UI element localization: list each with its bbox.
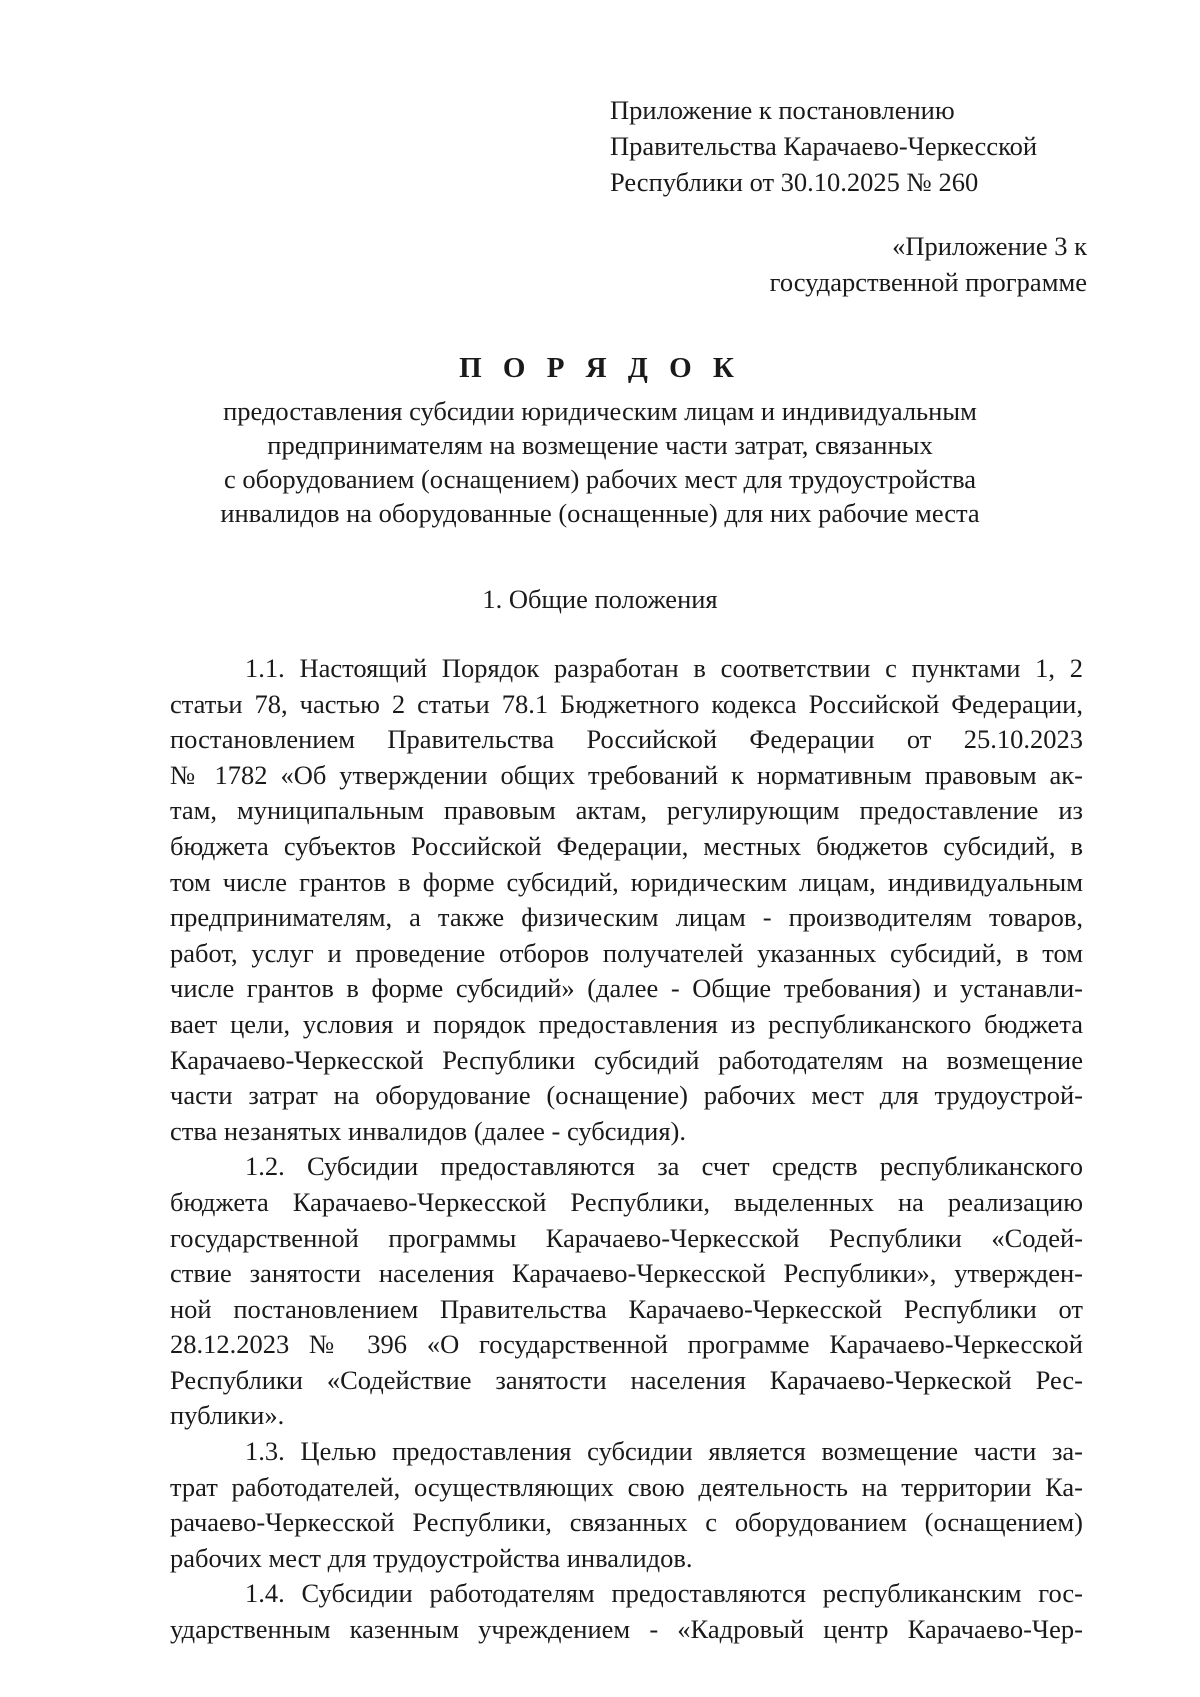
body-line: части затрат на оборудование (оснащение) рабочих мест для трудоустрой-	[170, 1080, 1083, 1111]
body-line: вает цели, условия и порядок предоставления из республиканского бюджета	[170, 1008, 1083, 1039]
body-line: рачаево-Черкесской Республики, связанных с оборудованием (оснащением)	[170, 1507, 1083, 1538]
document-title: П О Р Я Д О К	[459, 352, 741, 384]
subtitle-line: с оборудованием (оснащением) рабочих мест для трудоустройства	[223, 464, 977, 494]
body-line: бюджета Карачаево-Черкесской Республики, выделенных на реализацию	[170, 1186, 1083, 1217]
section-heading: 1. Общие положения	[482, 584, 718, 614]
annex-header	[770, 228, 1087, 300]
body-line: ства незанятых инвалидов (далее - субсидия).	[170, 1115, 686, 1146]
body-line: № 1782 «Об утверждении общих требований к нормативным правовым ак-	[170, 759, 1083, 790]
body-line: работ, услуг и проведение отборов получателей указанных субсидий, в том	[170, 937, 1083, 968]
annex-header-line: «Приложение 3 к	[892, 231, 1087, 261]
body-line: ствие занятости населения Карачаево-Черкесской Республики», утвержден-	[170, 1258, 1083, 1289]
subtitle-line: предоставления субсидии юридическим лицам и индивидуальным	[223, 396, 977, 426]
body-line: постановлением Правительства Российской Федерации от 25.10.2023	[170, 724, 1083, 755]
body-line: Карачаево-Черкесской Республики субсидий работодателям на возмещение	[170, 1044, 1083, 1075]
body-line: 28.12.2023 № 396 «О государственной программе Карачаево-Черкесской	[170, 1329, 1083, 1360]
subtitle-line: инвалидов на оборудованные (оснащенные) для них рабочие места	[220, 498, 980, 528]
annex-header-line: государственной программе	[769, 267, 1087, 297]
body-line: том числе грантов в форме субсидий, юридическим лицам, индивидуальным	[170, 866, 1083, 897]
body-line: ной постановлением Правительства Карачаево-Черкесской Республики от	[170, 1293, 1083, 1324]
body-line: 1.3. Целью предоставления субсидии является возмещение части за-	[245, 1436, 1083, 1467]
attachment-header-line: Приложение к постановлению	[610, 95, 955, 125]
body-text	[170, 651, 1083, 1648]
body-line: бюджета субъектов Российской Федерации, местных бюджетов субсидий, в	[170, 830, 1083, 861]
body-line: 1.4. Субсидии работодателям предоставляются республиканским гос-	[245, 1578, 1083, 1609]
body-line: рабочих мест для трудоустройства инвалидов.	[170, 1542, 693, 1573]
document-subtitle	[0, 394, 1200, 530]
body-line: статьи 78, частью 2 статьи 78.1 Бюджетного кодекса Российской Федерации,	[170, 688, 1083, 719]
body-line: там, муниципальным правовым актам, регулирующим предоставление из	[170, 795, 1083, 826]
body-line: государственной программы Карачаево-Черкесской Республики «Содей-	[170, 1222, 1083, 1253]
body-line: числе грантов в форме субсидий» (далее - Общие требования) и устанавли-	[170, 973, 1083, 1004]
body-line: Республики «Содействие занятости населения Карачаево-Черкеской Рес-	[170, 1364, 1083, 1395]
subtitle-line: предпринимателям на возмещение части затрат, связанных	[267, 430, 933, 460]
body-line: 1.2. Субсидии предоставляются за счет средств республиканского	[245, 1151, 1083, 1182]
body-line: предпринимателям, а также физическим лицам - производителям товаров,	[170, 902, 1083, 933]
attachment-header-line: Правительства Карачаево-Черкесской	[610, 131, 1038, 161]
body-line: публики».	[170, 1400, 285, 1431]
body-line: трат работодателей, осуществляющих свою деятельность на территории Ка-	[170, 1471, 1083, 1502]
attachment-header-line: Республики от 30.10.2025 № 260	[610, 167, 979, 197]
body-line: 1.1. Настоящий Порядок разработан в соответствии с пунктами 1, 2	[245, 653, 1083, 683]
attachment-header	[610, 92, 1170, 200]
body-line: ударственным казенным учреждением - «Кадровый центр Карачаево-Чер-	[170, 1614, 1083, 1645]
